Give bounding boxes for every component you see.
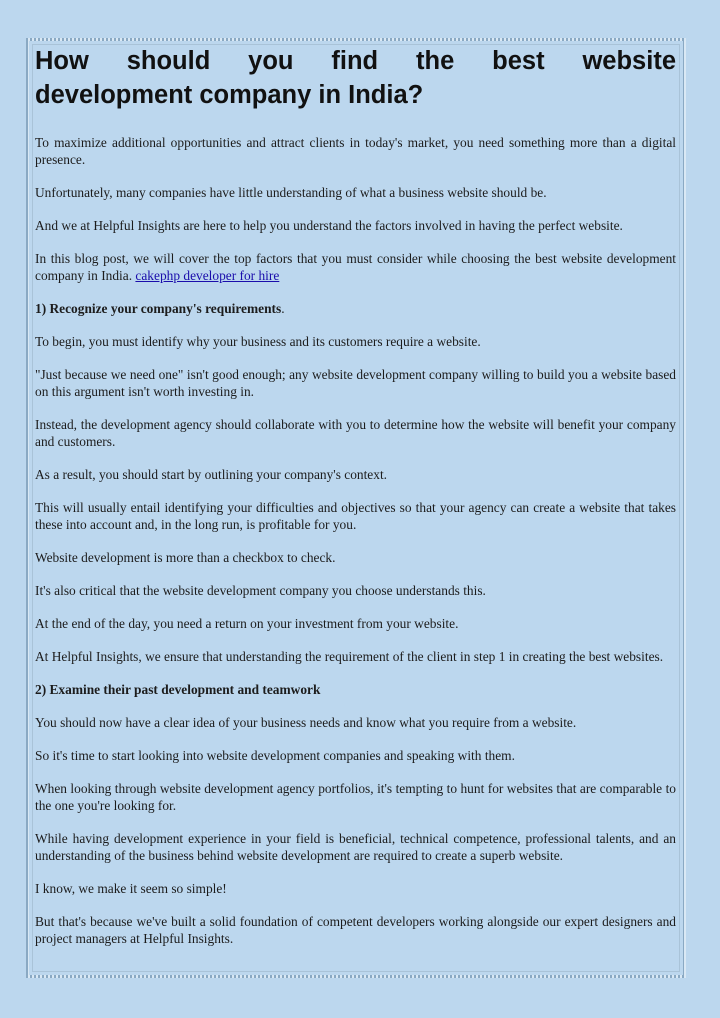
paragraph: So it's time to start looking into website development companies and speaking with them. bbox=[35, 748, 515, 763]
paragraph: But that's because we've built a solid foundation of competent developers working alongside our expert designers and project managers at Helpful Insights. bbox=[35, 914, 676, 946]
paragraph: This will usually entail identifying your difficulties and objectives so that your agency can create a website that takes these into account and, in the long run, is profitable for you. bbox=[35, 500, 676, 532]
page-title-line2: development company in India? bbox=[35, 81, 424, 109]
cakephp-link[interactable]: cakephp developer for hire bbox=[135, 268, 280, 283]
section-heading-text: 1) Recognize your company's requirements bbox=[35, 301, 282, 316]
paragraph: At the end of the day, you need a return on your investment from your website. bbox=[35, 616, 459, 631]
section-heading-text: 2) Examine their past development and teamwork bbox=[35, 682, 321, 697]
paragraph: Unfortunately, many companies have little understanding of what a business website should be. bbox=[35, 185, 547, 200]
paragraph bbox=[35, 250, 676, 284]
paragraph: At Helpful Insights, we ensure that understanding the requirement of the client in step 1 in creating the best websites. bbox=[35, 649, 664, 664]
document-body bbox=[35, 44, 676, 947]
page-title-line1: How should you find the best website bbox=[35, 47, 676, 75]
paragraph: When looking through website development agency portfolios, it's tempting to hunt for websites that are comparable to the one you're looking for. bbox=[35, 781, 676, 813]
paragraph: You should now have a clear idea of your business needs and know what you require from a website. bbox=[35, 715, 577, 730]
paragraph: And we at Helpful Insights are here to help you understand the factors involved in having the perfect website. bbox=[35, 218, 623, 233]
paragraph: To begin, you must identify why your business and its customers require a website. bbox=[35, 334, 481, 349]
paragraph: "Just because we need one" isn't good enough; any website development company willing to build you a website based on this argument isn't worth investing in. bbox=[35, 367, 676, 399]
paragraph: As a result, you should start by outlining your company's context. bbox=[35, 467, 388, 482]
section-heading-tail: . bbox=[281, 301, 285, 316]
section-heading bbox=[35, 681, 676, 698]
section-heading bbox=[35, 300, 676, 317]
paragraph: While having development experience in your field is beneficial, technical competence, professional talents, and an understanding of the business behind website development are required to create a superb website. bbox=[35, 831, 676, 863]
paragraph: To maximize additional opportunities and attract clients in today's market, you need something more than a digital presence. bbox=[35, 135, 676, 167]
paragraph: Instead, the development agency should collaborate with you to determine how the website will benefit your company and customers. bbox=[35, 417, 676, 449]
paragraph: Website development is more than a checkbox to check. bbox=[35, 550, 336, 565]
paragraph-text: In this blog post, we will cover the top factors that you must consider while choosing the best website development company in India. bbox=[35, 251, 676, 283]
page-title bbox=[35, 44, 676, 112]
paragraph: I know, we make it seem so simple! bbox=[35, 881, 227, 896]
paragraph: It's also critical that the website development company you choose understands this. bbox=[35, 583, 486, 598]
